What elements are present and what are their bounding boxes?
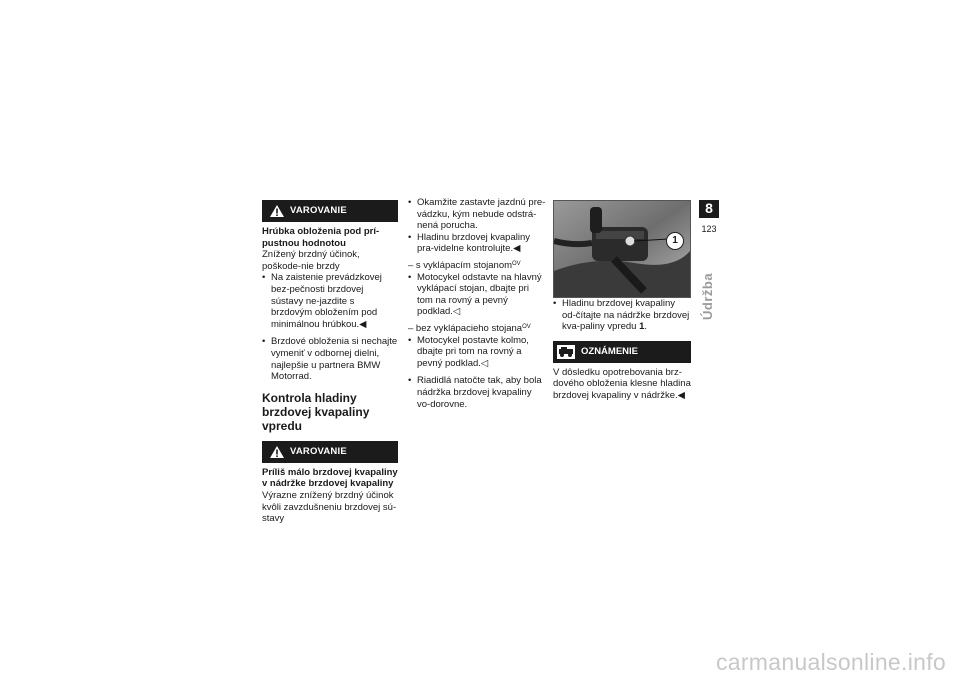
chapter-number-badge: 8 bbox=[699, 200, 719, 218]
warning-triangle-icon bbox=[270, 446, 284, 458]
callout-number: 1 bbox=[666, 232, 684, 250]
bullet-list bbox=[408, 272, 546, 318]
warning-text: Výrazne znížený brzdný účinok kvôli zavzdušneniu brzdovej sú-stavy bbox=[262, 489, 397, 525]
section-heading: Kontrola hladiny brzdovej kvapaliny vpredu bbox=[262, 390, 370, 433]
brake-fluid-reservoir-photo bbox=[553, 200, 691, 298]
notice-banner bbox=[553, 341, 691, 363]
notice-label: OZNÁMENIE bbox=[581, 345, 638, 357]
warning-title: Príliš málo brzdovej kvapaliny v nádržke brzdovej kvapaliny bbox=[262, 466, 398, 490]
bullet-list bbox=[408, 335, 546, 411]
list-item-text-end: . bbox=[644, 321, 648, 333]
bullet-list bbox=[408, 197, 546, 255]
condition-text: – bez vyklápacieho stojana bbox=[408, 322, 523, 334]
warning-banner bbox=[262, 441, 398, 463]
warning-label: VAROVANIE bbox=[290, 205, 347, 217]
list-item: • Na zaistenie prevádzkovej bez-pečnosti brzdovej sústavy ne-jazdite s brzdovým obložením pod minimálnou hrúbkou.◀ bbox=[262, 272, 398, 330]
list-item: • Riadidlá natočte tak, aby bola nádržka brzdovej kvapaliny vo-dorovne. bbox=[408, 375, 546, 410]
list-item: • Brzdové obloženia si nechajte vymeniť v odbornej dielni, najlepšie u partnera BMW Motorrad. bbox=[262, 336, 398, 382]
column-middle bbox=[408, 197, 546, 410]
option-marker: OV bbox=[522, 323, 531, 330]
list-item: • Motocykel postavte kolmo, dbajte pri tom na rovný a pevný podklad.◁ bbox=[408, 335, 546, 370]
option-marker: OV bbox=[512, 260, 521, 267]
column-right bbox=[553, 200, 691, 402]
warning-bullet-list bbox=[262, 272, 398, 382]
list-item: • Okamžite zastavte jazdnú pre-vádzku, kým nebude odstrá-nená porucha. bbox=[408, 197, 546, 232]
condition-line bbox=[408, 323, 546, 335]
chapter-title: Údržba bbox=[700, 272, 715, 320]
condition-text: – s vyklápacím stojanom bbox=[408, 259, 513, 271]
reference-number: 1 bbox=[639, 321, 645, 333]
list-item: • Hladinu brzdovej kvapaliny pra-videlne kontrolujte.◀ bbox=[408, 232, 546, 255]
list-item-text: Hladinu brzdovej kvapaliny od-čítajte na nádržke brzdovej kva-paliny vpredu bbox=[562, 298, 690, 333]
motorcycle-notice-icon bbox=[557, 345, 575, 359]
bullet-list bbox=[553, 298, 691, 333]
warning-title: Hrúbka obloženia pod prí-pustnou hodnotou bbox=[262, 226, 380, 249]
warning-label: VAROVANIE bbox=[290, 445, 347, 457]
warning-triangle-icon bbox=[270, 205, 284, 217]
column-left bbox=[262, 200, 398, 525]
warning-text: Znížený brzdný účinok, poškode-nie brzdy bbox=[262, 249, 360, 272]
page-number: 123 bbox=[701, 224, 717, 234]
list-item: • Motocykel odstavte na hlavný vyklápací stojan, dbajte pri tom na rovný a pevný podklad.◁ bbox=[408, 272, 546, 318]
list-item bbox=[553, 298, 691, 333]
condition-line bbox=[408, 260, 546, 272]
watermark: carmanualsonline.info bbox=[715, 649, 946, 676]
warning-banner bbox=[262, 200, 398, 222]
notice-text: V dôsledku opotrebovania brz-dového obloženia klesne hladina brzdovej kvapaliny v nádržke.◀ bbox=[553, 366, 691, 401]
